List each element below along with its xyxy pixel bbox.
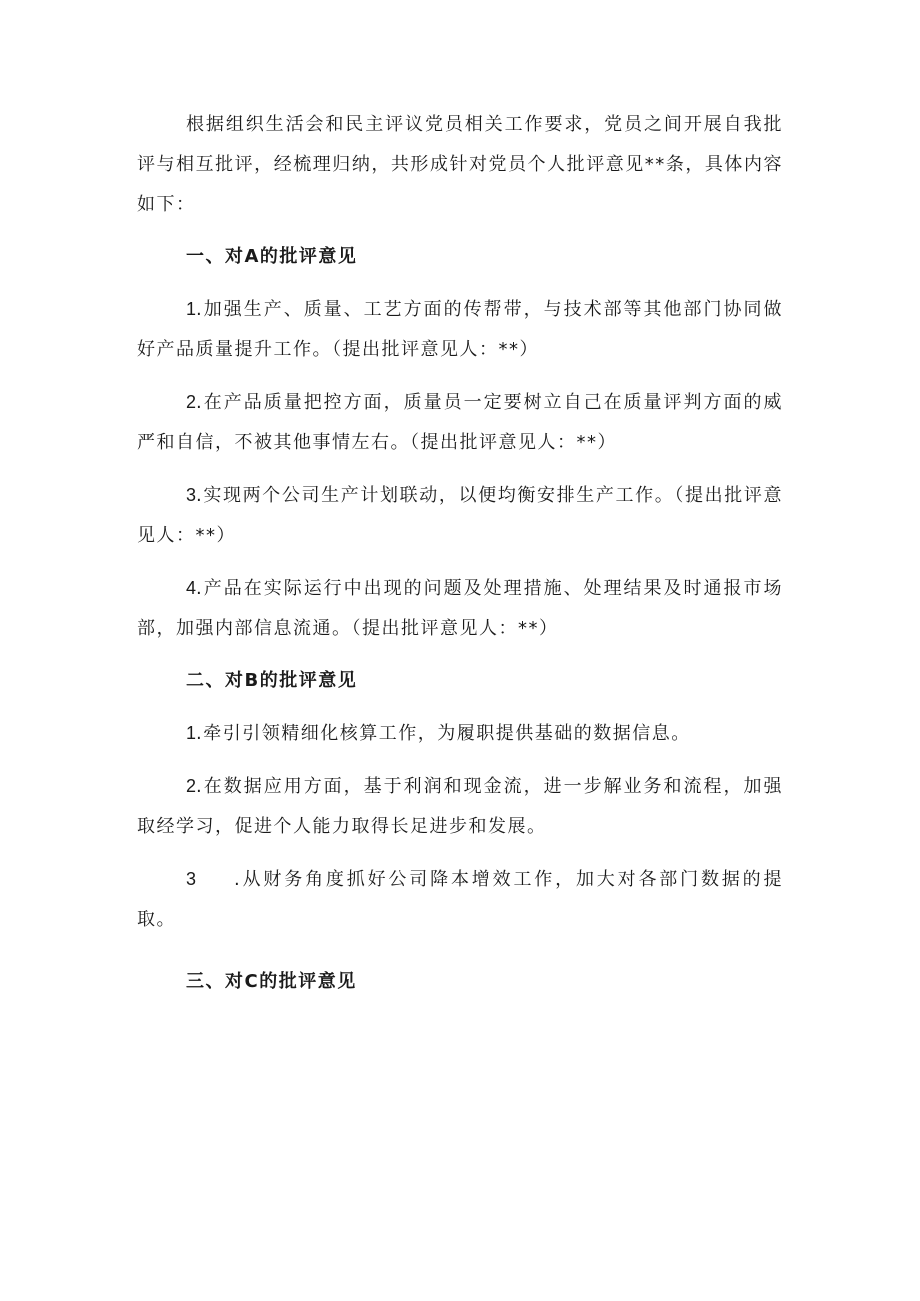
item-text: .产品在实际运行中出现的问题及处理措施、处理结果及时通报市场部，加强内部信息流通。（提出批评意见人：**） [137,578,783,639]
section-b-item-3 [137,859,783,940]
section-b-item-2 [137,766,783,847]
item-text: .从财务角度抓好公司降本增效工作，加大对各部门数据的提取。 [137,869,783,930]
item-number: 3 [186,869,197,889]
section-b-item-1 [137,713,783,754]
item-text: .加强生产、质量、工艺方面的传帮带，与技术部等其他部门协同做好产品质量提升工作。（提出批评意见人：**） [137,299,783,360]
item-text: .实现两个公司生产计划联动，以便均衡安排生产工作。（提出批评意见人：**） [137,485,783,546]
section-a-item-4 [137,568,783,649]
item-number: 1 [186,723,197,743]
item-number: 3 [186,485,197,505]
section-a-item-2 [137,382,783,463]
document-body [137,105,783,1014]
item-number: 2 [186,392,197,412]
section-heading-b: 二、对B的批评意见 [186,670,358,691]
item-text: .牵引引领精细化核算工作，为履职提供基础的数据信息。 [196,723,691,744]
section-a-item-1 [137,289,783,370]
item-text: .在数据应用方面，基于利润和现金流，进一步解业务和流程，加强取经学习，促进个人能力取得长足进步和发展。 [137,776,783,837]
intro-paragraph: 根据组织生活会和民主评议党员相关工作要求，党员之间开展自我批评与相互批评，经梳理归纳，共形成针对党员个人批评意见**条，具体内容如下： [137,114,783,215]
item-number: 2 [186,776,197,796]
item-text: .在产品质量把控方面，质量员一定要树立自己在质量评判方面的威严和自信，不被其他事情左右。（提出批评意见人：**） [137,392,783,453]
item-number: 4 [186,578,197,598]
section-heading-c: 三、对C的批评意见 [186,971,357,992]
item-number: 1 [186,299,197,319]
section-heading-a: 一、对A的批评意见 [186,246,358,267]
section-a-item-3 [137,475,783,556]
